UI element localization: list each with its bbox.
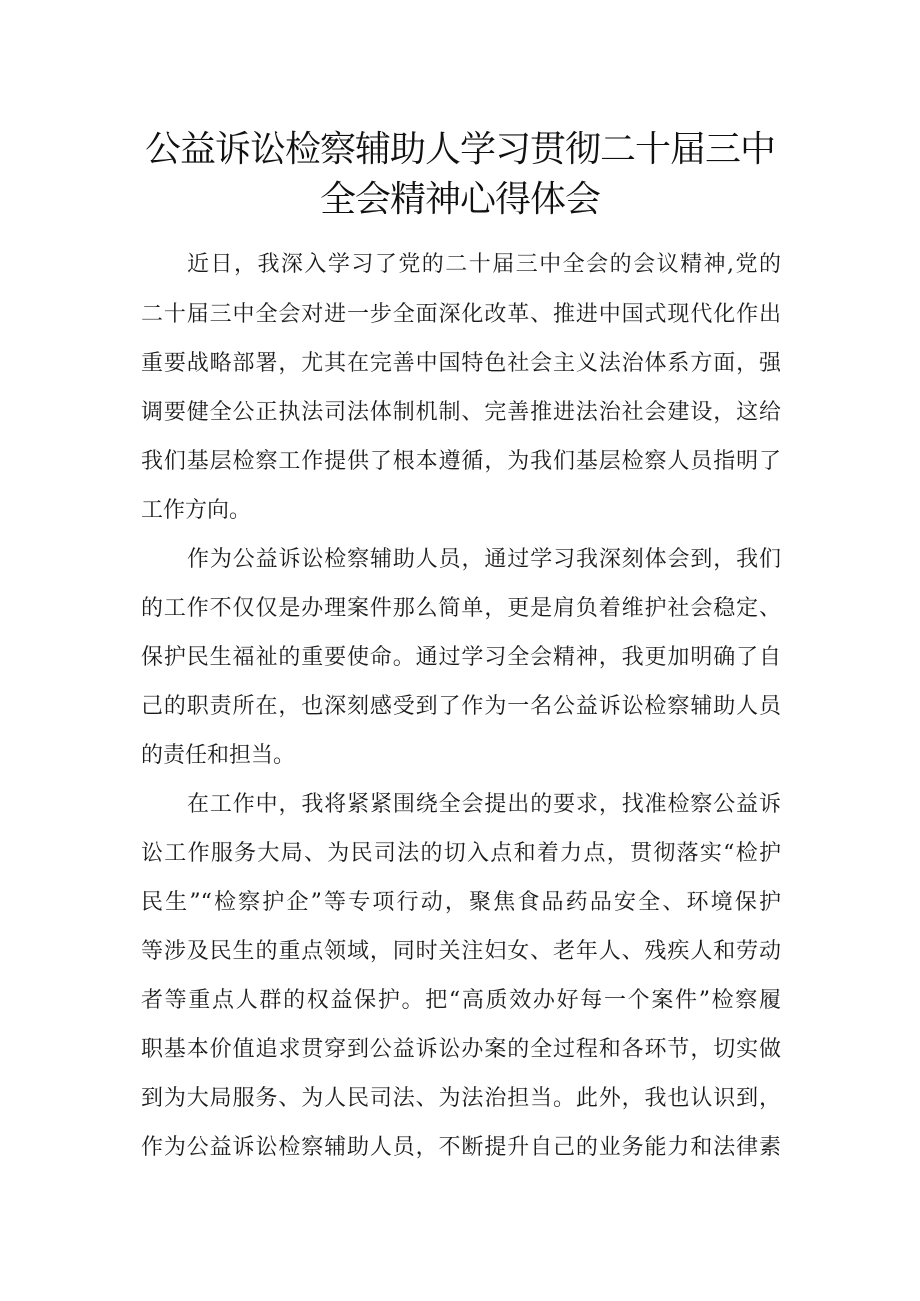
paragraph-2-line-1: 作为公益诉讼检察辅助人员，通过学习我深刻体会到，我们 (187, 547, 781, 572)
paragraph-3-line-5: 者等重点人群的权益保护。把“高质效办好每一个案件”检察履 (141, 988, 781, 1013)
paragraph-1-line-4: 调要健全公正执法司法体制机制、完善推进法治社会建设，这给 (141, 400, 781, 425)
paragraph-1-line-6: 工作方向。 (141, 498, 252, 523)
paragraph-3-line-4: 等涉及民生的重点领域，同时关注妇女、老年人、残疾人和劳动 (141, 939, 781, 964)
document-title-line-1: 公益诉讼检察辅助人学习贯彻二十届三中 (144, 129, 775, 170)
paragraph-3-line-3: 民生”“检察护企”等专项行动，聚焦食品药品安全、环境保护 (141, 890, 781, 915)
paragraph-1-line-3: 重要战略部署，尤其在完善中国特色社会主义法治体系方面，强 (141, 351, 781, 376)
paragraph-3-line-1: 在工作中，我将紧紧围绕全会提出的要求，找准检察公益诉 (187, 792, 781, 817)
paragraph-3-line-7: 到为大局服务、为人民司法、为法治担当。此外，我也认识到， (141, 1086, 781, 1111)
paragraph-1-line-5: 我们基层检察工作提供了根本遵循，为我们基层检察人员指明了 (141, 449, 781, 474)
document-title-line-2: 全会精神心得体会 (319, 179, 600, 220)
paragraph-3-line-6: 职基本价值追求贯穿到公益诉讼办案的全过程和各环节，切实做 (141, 1037, 781, 1062)
paragraph-3-line-2: 讼工作服务大局、为民司法的切入点和着力点，贯彻落实“检护 (141, 841, 781, 866)
paragraph-1-line-1: 近日，我深入学习了党的二十届三中全会的会议精神,党的 (187, 252, 781, 277)
paragraph-3-line-8: 作为公益诉讼检察辅助人员，不断提升自己的业务能力和法律素 (141, 1135, 781, 1160)
paragraph-1-line-2: 二十届三中全会对进一步全面深化改革、推进中国式现代化作出 (141, 302, 781, 327)
paragraph-2-line-4: 己的职责所在，也深刻感受到了作为一名公益诉讼检察辅助人员 (141, 694, 781, 719)
paragraph-2-line-5: 的责任和担当。 (141, 743, 296, 768)
paragraph-2-line-2: 的工作不仅仅是办理案件那么简单，更是肩负着维护社会稳定、 (141, 596, 781, 621)
paragraph-2-line-3: 保护民生福祉的重要使命。通过学习全会精神，我更加明确了自 (141, 645, 781, 670)
